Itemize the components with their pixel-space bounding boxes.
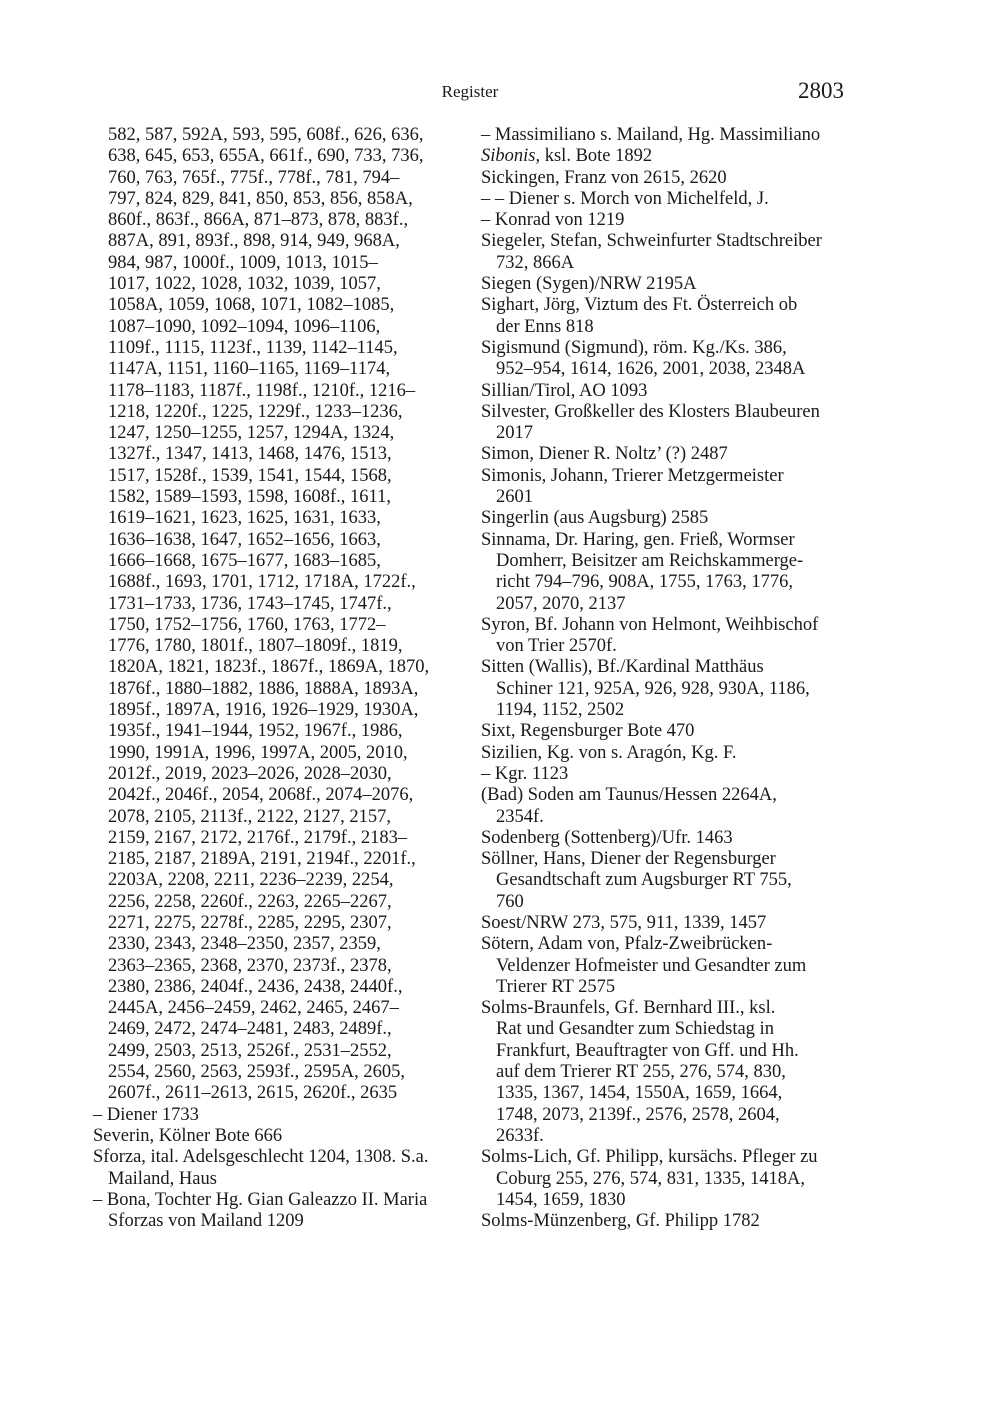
index-line — [481, 870, 851, 891]
index-line — [481, 487, 851, 508]
index-line — [481, 572, 851, 593]
index-line — [93, 530, 468, 551]
index-line-text: Sinnama, Dr. Haring, gen. Frieß, Wormser — [481, 529, 795, 550]
index-line-text: 2633f. — [496, 1125, 544, 1146]
index-line-text: Coburg 255, 276, 574, 831, 1335, 1418A, — [496, 1168, 806, 1189]
index-line — [481, 551, 851, 572]
index-line-text: 1876f., 1880–1882, 1886, 1888A, 1893A, — [108, 678, 419, 699]
index-line — [481, 743, 851, 764]
index-line-text: 2078, 2105, 2113f., 2122, 2127, 2157, — [108, 806, 391, 827]
index-line — [481, 402, 851, 423]
index-line — [93, 934, 468, 955]
index-line-text: – Massimiliano s. Mailand, Hg. Massimiliano — [481, 125, 821, 145]
index-line-text: 2330, 2343, 2348–2350, 2357, 2359, — [108, 934, 381, 955]
index-line-text: Silvester, Großkeller des Klosters Blaubeuren — [481, 401, 820, 422]
index-line-text: Sixt, Regensburger Bote 470 — [481, 721, 695, 742]
index-line — [481, 998, 851, 1019]
index-line-text: 1750, 1752–1756, 1760, 1763, 1772– — [108, 614, 386, 635]
index-line — [481, 253, 851, 274]
index-line-text: 984, 987, 1000f., 1009, 1013, 1015– — [108, 252, 378, 273]
index-line-text: Söllner, Hans, Diener der Regensburger — [481, 849, 776, 870]
index-line-text: 2499, 2503, 2513, 2526f., 2531–2552, — [108, 1040, 392, 1061]
index-line — [93, 466, 468, 487]
index-line-text: Sickingen, Franz von 2615, 2620 — [481, 167, 727, 188]
index-line-text: – – Diener s. Morch von Michelfeld, J. — [481, 188, 769, 209]
index-line-text: ksl. Bote 1892 — [544, 146, 653, 167]
index-line-text: 2363–2365, 2368, 2370, 2373f., 2378, — [108, 955, 392, 976]
index-line-text: Solms-Braunfels, Gf. Bernhard III., ksl. — [481, 998, 776, 1019]
index-line — [481, 828, 851, 849]
index-line: Sibonis, ksl. Bote 1892 — [481, 146, 653, 167]
index-line — [481, 1126, 851, 1147]
index-line-text: 2601 — [496, 487, 533, 508]
index-line-text: 2057, 2070, 2137 — [496, 593, 626, 614]
index-line-text: 887A, 891, 893f., 898, 914, 949, 968A, — [108, 231, 400, 252]
index-line-text: 1335, 1367, 1454, 1550A, 1659, 1664, — [496, 1083, 783, 1104]
index-line — [481, 168, 851, 189]
index-line-text: Veldenzer Hofmeister und Gesandter zum — [496, 955, 807, 976]
index-line-text: 582, 587, 592A, 593, 595, 608f., 626, 636, — [108, 125, 424, 145]
index-line — [93, 210, 468, 231]
index-line-text: 2159, 2167, 2172, 2176f., 2179f., 2183– — [108, 827, 408, 848]
index-line-text: auf dem Trierer RT 255, 276, 574, 830, — [496, 1062, 786, 1083]
index-line-text: 2380, 2386, 2404f., 2436, 2438, 2440f., — [108, 976, 403, 997]
index-line-text: Sizilien, Kg. von s. Aragón, Kg. F. — [481, 742, 737, 763]
index-line — [481, 317, 851, 338]
index-line — [481, 1147, 851, 1168]
index-line — [93, 487, 468, 508]
index-line — [93, 870, 468, 891]
index-line — [93, 615, 468, 636]
index-line-text: Sillian/Tirol, AO 1093 — [481, 380, 648, 401]
index-line — [481, 1105, 851, 1126]
index-line-text: (Bad) Soden am Taunus/Hessen 2264A, — [481, 785, 777, 806]
index-line — [93, 338, 468, 359]
index-line-text: 2012f., 2019, 2023–2026, 2028–2030, — [108, 763, 392, 784]
index-line — [93, 146, 468, 167]
index-line — [481, 956, 851, 977]
index-line-text: Trierer RT 2575 — [496, 976, 616, 997]
index-line-text: 2554, 2560, 2563, 2593f., 2595A, 2605, — [108, 1062, 406, 1083]
index-term-italic: Sibonis — [481, 146, 536, 167]
index-line — [93, 636, 468, 657]
index-line — [481, 295, 851, 316]
index-line-text: 2354f. — [496, 806, 544, 827]
index-line-text: Sötern, Adam von, Pfalz-Zweibrücken- — [481, 934, 773, 955]
index-line — [93, 381, 468, 402]
index-line-text: – Bona, Tochter Hg. Gian Galeazzo II. Maria — [93, 1189, 428, 1210]
index-line-text: – Kgr. 1123 — [481, 763, 569, 784]
index-line-text: Singerlin (aus Augsburg) 2585 — [481, 508, 709, 529]
index-line — [481, 679, 851, 700]
index-line-text: richt 794–796, 908A, 1755, 1763, 1776, — [496, 572, 794, 593]
index-line-text: 638, 645, 653, 655A, 661f., 690, 733, 736, — [108, 146, 424, 167]
index-line — [93, 125, 468, 146]
index-line-text: 1776, 1780, 1801f., 1807–1809f., 1819, — [108, 636, 403, 657]
index-line-text: 2607f., 2611–2613, 2615, 2620f., 2635 — [108, 1083, 398, 1104]
index-line-text: Solms-Lich, Gf. Philipp, kursächs. Pfleger zu — [481, 1147, 818, 1168]
index-line-text: 1731–1733, 1736, 1743–1745, 1747f., — [108, 593, 392, 614]
index-line — [481, 466, 851, 487]
index-line — [481, 444, 851, 465]
index-line — [481, 785, 851, 806]
index-line — [93, 253, 468, 274]
index-line — [93, 1019, 468, 1040]
index-line — [93, 508, 468, 529]
index-line-text: 2256, 2258, 2260f., 2263, 2265–2267, — [108, 891, 392, 912]
index-line-text: Rat und Gesandter zum Schiedstag in — [496, 1019, 774, 1040]
index-line — [481, 594, 851, 615]
index-line — [93, 231, 468, 252]
index-line-text: Sodenberg (Sottenberg)/Ufr. 1463 — [481, 827, 733, 848]
index-line-text: Sitten (Wallis), Bf./Kardinal Matthäus — [481, 657, 764, 678]
index-line — [481, 423, 851, 444]
index-line — [93, 1211, 468, 1232]
index-line-text: 2469, 2472, 2474–2481, 2483, 2489f., — [108, 1019, 392, 1040]
index-line — [481, 849, 851, 870]
index-line-text: 2203A, 2208, 2211, 2236–2239, 2254, — [108, 870, 394, 891]
index-line-text: 1454, 1659, 1830 — [496, 1189, 626, 1210]
index-line — [93, 551, 468, 572]
page-number: 2803 — [798, 78, 844, 103]
index-line-text: 2017 — [496, 423, 533, 444]
index-line — [481, 913, 851, 934]
index-line — [93, 1126, 468, 1147]
index-line — [481, 1062, 851, 1083]
index-line — [93, 189, 468, 210]
index-line — [481, 934, 851, 955]
index-line-text: 1017, 1022, 1028, 1032, 1039, 1057, — [108, 274, 381, 295]
index-line-text: 1636–1638, 1647, 1652–1656, 1663, — [108, 529, 381, 550]
index-line — [93, 956, 468, 977]
index-line — [481, 189, 851, 210]
index-line — [93, 1062, 468, 1083]
index-line — [481, 764, 851, 785]
index-line-text: 1517, 1528f., 1539, 1541, 1544, 1568, — [108, 465, 392, 486]
index-line — [481, 721, 851, 742]
index-line — [481, 657, 851, 678]
index-line — [481, 977, 851, 998]
index-line-text: – Diener 1733 — [93, 1104, 199, 1125]
index-line-text: Frankfurt, Beauftragter von Gff. und Hh. — [496, 1040, 799, 1061]
index-line-text: 797, 824, 829, 841, 850, 853, 856, 858A, — [108, 188, 413, 209]
index-line — [481, 892, 851, 913]
index-line-text: 952–954, 1614, 1626, 2001, 2038, 2348A — [496, 359, 806, 380]
index-line-text: 1582, 1589–1593, 1598, 1608f., 1611, — [108, 487, 391, 508]
index-line — [93, 679, 468, 700]
index-line-text: 860f., 863f., 866A, 871–873, 878, 883f., — [108, 210, 409, 231]
index-line — [481, 1083, 851, 1104]
index-line-text: 1087–1090, 1092–1094, 1096–1106, — [108, 316, 381, 337]
index-line — [481, 615, 851, 636]
index-line-text: 1058A, 1059, 1068, 1071, 1082–1085, — [108, 295, 395, 316]
index-line — [481, 1211, 851, 1232]
index-line-text: Siegen (Sygen)/NRW 2195A — [481, 274, 697, 295]
index-line-text: 760 — [496, 891, 524, 912]
index-line-text: 1178–1183, 1187f., 1198f., 1210f., 1216– — [108, 380, 416, 401]
index-line-text: 2185, 2187, 2189A, 2191, 2194f., 2201f., — [108, 849, 416, 870]
index-line — [481, 274, 851, 295]
index-line-text: von Trier 2570f. — [496, 636, 617, 657]
index-line — [481, 807, 851, 828]
index-line — [481, 359, 851, 380]
index-line — [481, 381, 851, 402]
index-line — [93, 1169, 468, 1190]
running-header: Register — [441, 82, 499, 101]
index-line-text: 1194, 1152, 2502 — [496, 700, 625, 721]
index-line-text: Sigismund (Sigmund), röm. Kg./Ks. 386, — [481, 337, 787, 358]
index-column-left — [93, 125, 468, 1232]
index-line-text: Sforza, ital. Adelsgeschlecht 1204, 1308. S.a. — [93, 1147, 429, 1168]
index-line — [93, 274, 468, 295]
index-line-text: 760, 763, 765f., 775f., 778f., 781, 794– — [108, 167, 400, 188]
index-line-text: 1688f., 1693, 1701, 1712, 1718A, 1722f., — [108, 572, 416, 593]
index-line-text: 1247, 1250–1255, 1257, 1294A, 1324, — [108, 423, 395, 444]
index-line — [93, 721, 468, 742]
index-line — [481, 1019, 851, 1040]
index-line-text: Sighart, Jörg, Viztum des Ft. Österreich ob — [481, 295, 798, 316]
index-line — [93, 657, 468, 678]
index-line-text: 1748, 2073, 2139f., 2576, 2578, 2604, — [496, 1104, 780, 1125]
index-line-text: 2445A, 2456–2459, 2462, 2465, 2467– — [108, 998, 399, 1019]
index-line — [93, 1147, 468, 1168]
index-line — [93, 1105, 468, 1126]
index-line-text: – Konrad von 1219 — [481, 210, 625, 231]
index-line-text: Simon, Diener R. Noltz’ (?) 2487 — [481, 444, 728, 465]
index-line-text: 1327f., 1347, 1413, 1468, 1476, 1513, — [108, 444, 392, 465]
index-line — [481, 700, 851, 721]
index-line-text: Sforzas von Mailand 1209 — [108, 1211, 304, 1232]
index-line-text: Mailand, Haus — [108, 1168, 217, 1189]
index-line-text: 1935f., 1941–1944, 1952, 1967f., 1986, — [108, 721, 403, 742]
index-line — [481, 636, 851, 657]
index-line-text: 1619–1621, 1623, 1625, 1631, 1633, — [108, 508, 381, 529]
index-line — [93, 764, 468, 785]
index-line — [93, 828, 468, 849]
index-line — [93, 977, 468, 998]
index-line-text: Severin, Kölner Bote 666 — [93, 1125, 283, 1146]
index-line-text: 1990, 1991A, 1996, 1997A, 2005, 2010, — [108, 742, 408, 763]
index-line-text: Schiner 121, 925A, 926, 928, 930A, 1186, — [496, 678, 810, 699]
index-line — [93, 892, 468, 913]
index-line — [93, 1083, 468, 1104]
index-line — [93, 444, 468, 465]
index-line — [93, 913, 468, 934]
index-line — [93, 998, 468, 1019]
index-line-text: 1218, 1220f., 1225, 1229f., 1233–1236, — [108, 401, 403, 422]
index-column-right — [481, 125, 851, 1232]
index-line — [93, 1041, 468, 1062]
index-line-text: 1820A, 1821, 1823f., 1867f., 1869A, 1870, — [108, 657, 430, 678]
index-line — [93, 572, 468, 593]
index-line — [481, 125, 851, 146]
index-line — [93, 168, 468, 189]
index-line — [93, 317, 468, 338]
index-line-text: Simonis, Johann, Trierer Metzgermeister — [481, 465, 784, 486]
index-line-text: 1147A, 1151, 1160–1165, 1169–1174, — [108, 359, 391, 380]
index-line — [93, 402, 468, 423]
index-line-text: 732, 866A — [496, 252, 575, 273]
index-line — [93, 1190, 468, 1211]
index-line — [481, 338, 851, 359]
index-line-text: 1666–1668, 1675–1677, 1683–1685, — [108, 550, 381, 571]
index-line — [93, 295, 468, 316]
index-line — [93, 849, 468, 870]
index-line — [481, 1169, 851, 1190]
index-line — [481, 530, 851, 551]
index-line — [93, 700, 468, 721]
index-line — [93, 785, 468, 806]
index-line-text: 1109f., 1115, 1123f., 1139, 1142–1145, — [108, 337, 398, 358]
index-line — [481, 1190, 851, 1211]
index-line-text: Soest/NRW 273, 575, 911, 1339, 1457 — [481, 912, 767, 933]
index-line-text: Solms-Münzenberg, Gf. Philipp 1782 — [481, 1211, 760, 1232]
index-line-text: Siegeler, Stefan, Schweinfurter Stadtschreiber — [481, 231, 822, 252]
index-line-text: der Enns 818 — [496, 316, 594, 337]
index-line-text: Gesandtschaft zum Augsburger RT 755, — [496, 870, 792, 891]
index-line-text: Domherr, Beisitzer am Reichskammerge- — [496, 550, 804, 571]
index-line-text: Syron, Bf. Johann von Helmont, Weihbischof — [481, 614, 819, 635]
index-line-text: 2271, 2275, 2278f., 2285, 2295, 2307, — [108, 912, 392, 933]
index-line — [93, 594, 468, 615]
index-line — [93, 359, 468, 380]
index-line-text: 1895f., 1897A, 1916, 1926–1929, 1930A, — [108, 700, 419, 721]
index-line — [481, 210, 851, 231]
index-line — [481, 1041, 851, 1062]
index-line — [481, 231, 851, 252]
index-line-text: 2042f., 2046f., 2054, 2068f., 2074–2076, — [108, 785, 414, 806]
index-line — [93, 743, 468, 764]
index-line — [481, 508, 851, 529]
index-line — [93, 807, 468, 828]
index-line — [93, 423, 468, 444]
